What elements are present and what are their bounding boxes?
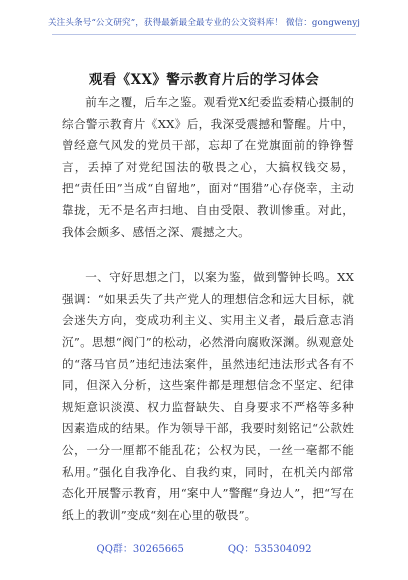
document-title: 观看《XX》警示教育片后的学习体会 xyxy=(88,72,320,88)
qq-group-number: QQ群：30265665 xyxy=(96,544,184,555)
document-body xyxy=(62,92,354,526)
header-divider xyxy=(52,34,356,35)
qq-number: QQ：535304092 xyxy=(227,544,312,555)
paragraph-section-one: 一、守好思想之门，以案为鉴，做到警钟长鸣。XX强调：“如果丢失了共产党人的理想信念和远大目标，就会迷失方向，变成功利主义、实用主义者，最后意志消沉”。思想“阀门”的松动，必然滑向腐败深渊。纵观意处的“落马官员”违纪违法案件，虽然违纪违法形式各有不同，但深入分析，这些案件都是理想信念不坚定、纪律规矩意识淡漠、权力监督缺失、自身要求不严格等多种因素造成的结果。作为领导干部，我要时刻铭记“公款姓公，一分一厘都不能乱花；公权为民，一丝一毫都不能私用。”强化自我净化、自我约束，同时，在机关内部常态化开展警示教育，用“案中人”警醒“身边人”，把“写在纸上的教训”变成“刻在心里的敬畏”。 xyxy=(62,270,354,522)
promo-header: 关注头条号“公文研究”，获得最新最全最专业的公文资料库！ 微信：gongwenyj xyxy=(47,18,361,28)
contact-footer xyxy=(0,540,408,555)
paragraph-intro: 前车之覆，后车之鉴。观看党X纪委监委精心摄制的综合警示教育片《XX》后，我深受震撼和警醒。片中，曾经意气风发的党员干部，忘却了在党旗面前的铮铮誓言，丢掉了对党纪国法的敬畏之心，大搞权钱交易，把“责任田”当成“自留地”，面对“围猎”心存侥幸，主动靠拢，无不是名声扫地、自由受限、教训惨重。对此，我体会颇多、感悟之深、震撼之大。 xyxy=(62,95,354,239)
